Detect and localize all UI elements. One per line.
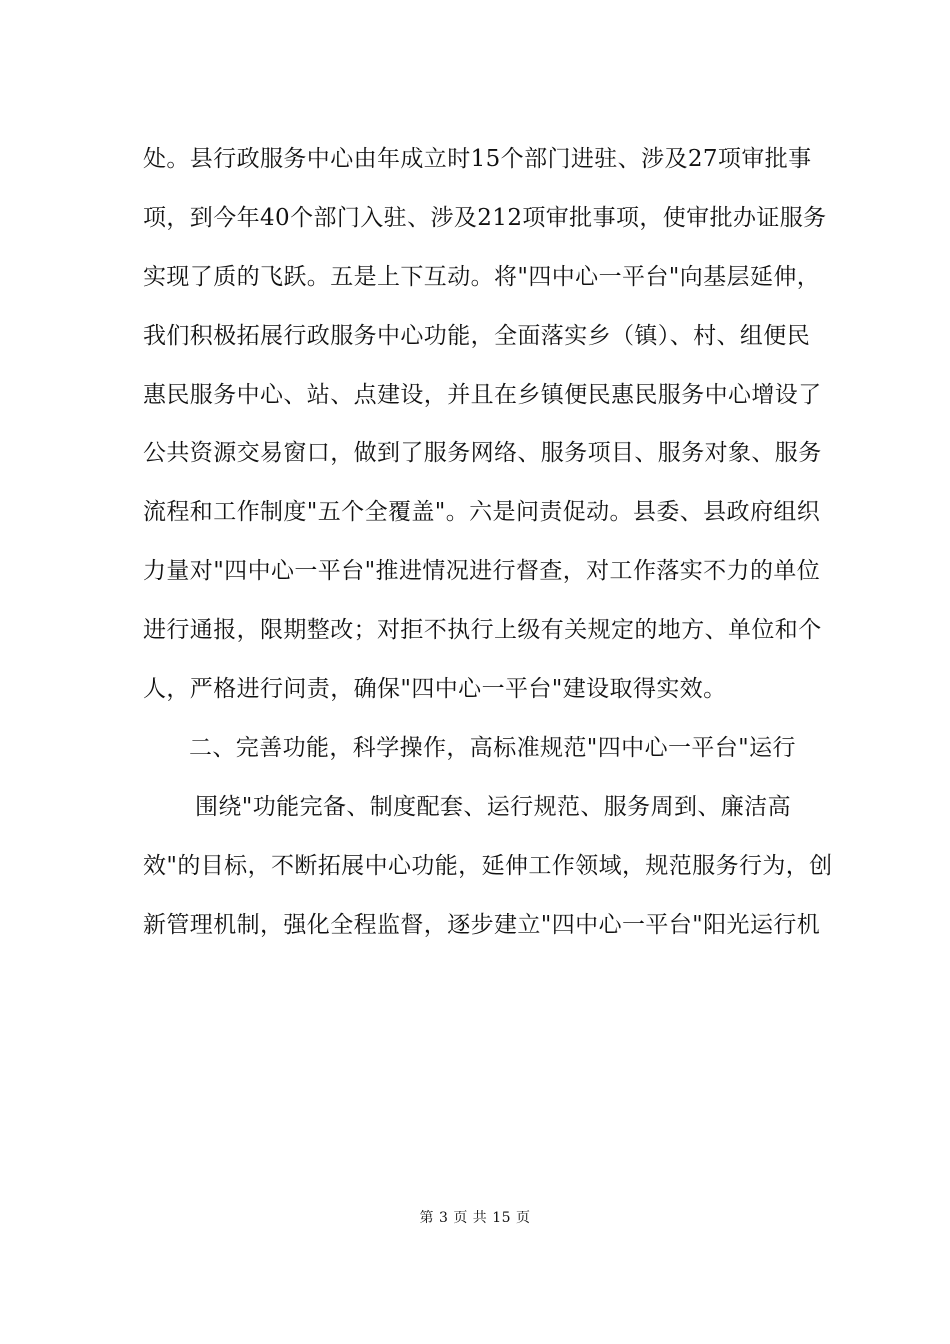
text-line: 进行通报，限期整改；对拒不执行上级有关规定的地方、单位和个 (143, 617, 822, 644)
text-line: 新管理机制，强化全程监督，逐步建立"四中心一平台"阳光运行机 (143, 911, 821, 938)
total-pages-number: 15 (492, 1210, 512, 1226)
section-heading: 二、完善功能，科学操作，高标准规范"四中心一平台"运行 (189, 734, 796, 761)
text-line: 惠民服务中心、站、点建设，并且在乡镇便民惠民服务中心增设了 (143, 381, 822, 408)
text-line: 处。县行政服务中心由年成立时15个部门进驻、涉及27项审批事 (143, 146, 812, 172)
text-line: 人，严格进行问责，确保"四中心一平台"建设取得实效。 (143, 676, 727, 703)
text-line: 我们积极拓展行政服务中心功能，全面落实乡（镇）、村、组便民 (143, 322, 811, 349)
text-line: 项，到今年40个部门入驻、涉及212项审批事项，使审批办证服务 (143, 204, 827, 231)
paragraph-first-line: 围绕"功能完备、制度配套、运行规范、服务周到、廉洁高 (195, 793, 791, 820)
footer-suffix: 页 (516, 1210, 531, 1226)
footer-prefix: 第 (419, 1210, 434, 1226)
current-page-number: 3 (438, 1210, 449, 1226)
page-footer (0, 1208, 950, 1228)
text-line: 力量对"四中心一平台"推进情况进行督查，对工作落实不力的单位 (143, 558, 821, 585)
body-text (143, 130, 833, 954)
text-line: 效"的目标，不断拓展中心功能，延伸工作领域，规范服务行为，创 (143, 852, 833, 879)
text-line: 公共资源交易窗口，做到了服务网络、服务项目、服务对象、服务 (143, 440, 822, 467)
footer-middle: 页 共 (453, 1210, 488, 1226)
text-line: 流程和工作制度"五个全覆盖"。六是问责促动。县委、县政府组织 (143, 499, 821, 526)
text-line: 实现了质的飞跃。五是上下互动。将"四中心一平台"向基层延伸， (143, 263, 821, 290)
